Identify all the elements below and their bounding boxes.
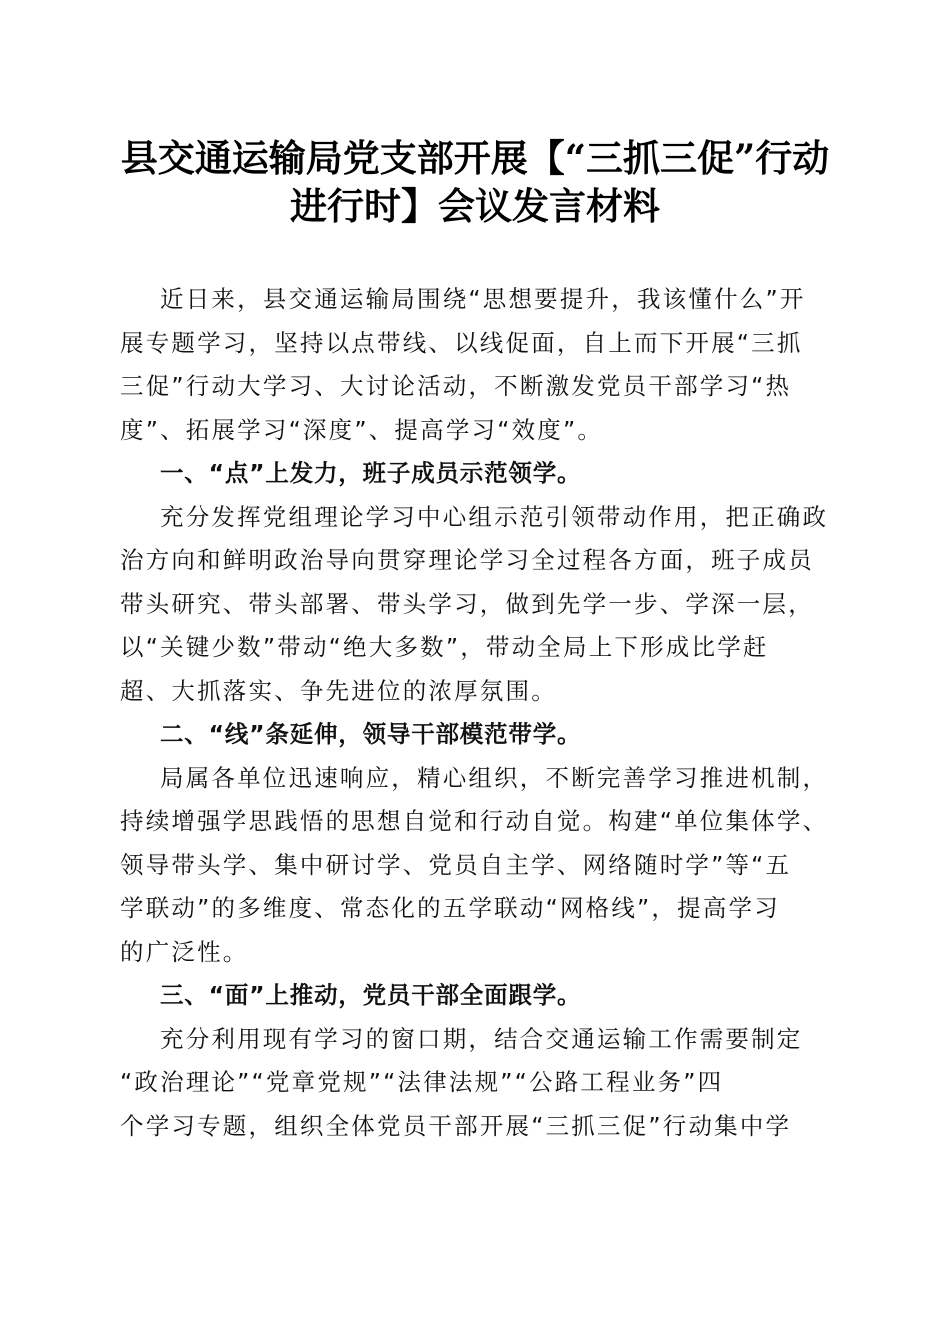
paragraph-line: 持续增强学思践悟的思想自觉和行动自觉。构建“单位集体学、 <box>120 807 829 835</box>
paragraph-line: 的广泛性。 <box>120 937 249 966</box>
section-1-paragraph <box>120 496 830 714</box>
section-2-paragraph <box>120 757 830 975</box>
document-title-line-2: 进行时】会议发言材料 <box>290 184 660 228</box>
paragraph-line: 以“关键少数”带动“绝大多数”，带动全局上下形成比学赶 <box>120 633 769 661</box>
paragraph-line: 带头研究、带头部署、带头学习，做到先学一步、学深一层， <box>120 589 814 618</box>
paragraph-line: 治方向和鲜明政治导向贯穿理论学习全过程各方面，班子成员 <box>120 546 814 574</box>
paragraph-line: 充分利用现有学习的窗口期，结合交通运输工作需要制定 <box>160 1024 803 1053</box>
section-3-heading: 三、“面”上推动，党员干部全面跟学。 <box>160 981 582 1009</box>
document-body <box>120 278 830 1148</box>
section-3-paragraph <box>120 1018 830 1149</box>
paragraph-line: 个学习专题，组织全体党员干部开展“三抓三促”行动集中学 <box>120 1111 792 1140</box>
document-title-line-1: 县交通运输局党支部开展【“三抓三促”行动 <box>120 136 830 180</box>
section-2-heading: 二、“线”条延伸，领导干部模范带学。 <box>160 720 582 748</box>
paragraph-line: 领导带头学、集中研讨学、党员自主学、网络随时学”等“五 <box>120 850 792 879</box>
paragraph-line: 充分发挥党组理论学习中心组示范引领带动作用，把正确政 <box>160 502 829 531</box>
paragraph-line: 局属各单位迅速响应，精心组织，不断完善学习推进机制， <box>160 763 829 792</box>
section-1-heading: 一、“点”上发力，班子成员示范领学。 <box>160 459 582 487</box>
paragraph-line: 三促”行动大学习、大讨论活动，不断激发党员干部学习“热 <box>120 372 792 400</box>
paragraph-line: 近日来，县交通运输局围绕“思想要提升，我该懂什么”开 <box>160 285 806 313</box>
intro-paragraph <box>120 278 830 452</box>
paragraph-line: “政治理论”“党章党规”“法律法规”“公路工程业务”四 <box>120 1068 724 1096</box>
paragraph-line: 超、大抓落实、争先进位的浓厚氛围。 <box>120 676 557 705</box>
paragraph-line: 学联动”的多维度、常态化的五学联动“网格线”，提高学习 <box>120 894 780 922</box>
paragraph-line: 展专题学习，坚持以点带线、以线促面，自上而下开展“三抓 <box>120 328 803 357</box>
paragraph-line: 度”、拓展学习“深度”、提高学习“效度”。 <box>120 415 604 444</box>
